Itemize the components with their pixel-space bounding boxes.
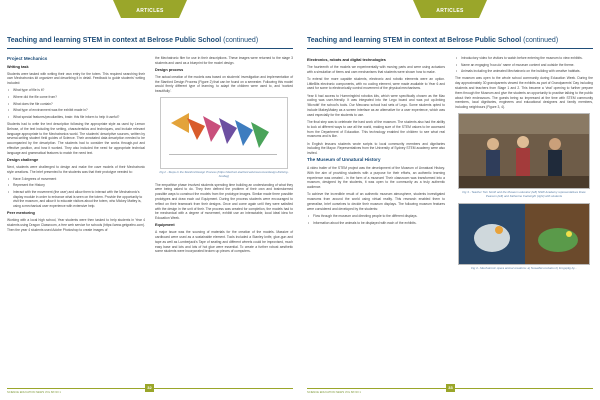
page-number: 32	[145, 384, 154, 392]
footer-left	[0, 384, 300, 394]
section-heading-museum: The Museum of Unnatural History	[307, 157, 381, 163]
section-tab: ARTICLES	[421, 0, 479, 18]
paragraph: To achieve the incredible result of an authentic museum atmosphere, students investigated museums from around the world using virtual reality. This research enabled them to generalise, brief ourselves to decide their museum displays. The following museum features were considered and developed by the students:	[307, 192, 445, 211]
subheading-writing: Writing task	[7, 64, 29, 69]
list-item: • Flow through the museum and directing people to the different displays.	[307, 214, 445, 219]
title-rule	[7, 48, 293, 49]
right-page	[300, 0, 600, 400]
section-heading: Project Mechanics	[7, 56, 48, 61]
list-item: • Information about the animals to be displayed with each of the exhibits.	[307, 221, 445, 226]
paragraph: Students were tasked with writing their own entry for the totem. This required searching their own Mechatronics kit organizer and describing it in detail. Feedback to guide students' writing included:	[7, 71, 145, 86]
page-title	[307, 37, 593, 44]
footer-rule	[455, 388, 593, 389]
footer-rule	[307, 388, 446, 389]
footer-rule	[7, 388, 145, 389]
list-item: • Have 3 degrees of movement	[7, 177, 145, 182]
paragraph: The actual creation of the models was based on students' investigation and implementation of the Stanford Design Process (Figure 2) that can be found on a semester. Following this model would firmly different type of learning, to adapt the children were used to, and 'worked beautifully'.	[155, 74, 293, 94]
list-item: • Interact with the movement (the user) and allow them to interact with the Mechatronic's display module in order to enhance what is seen on the totem. Provide the opportunity to visit the museum, and allow it to educate visitors about the totem, who Mickey Mattey is, using a mechanical user experience with extensive help.	[7, 190, 145, 209]
paragraph: the Mechatronic flier for use in their descriptions. These images were returned to the stage 3 students and used as a blueprint for the model design.	[155, 56, 293, 65]
figure-caption: Fig 4 - Mechatronic opera animal creations: a) Nosedlid-cockatoo b) Frogsplig by...	[471, 265, 577, 270]
subheading-peer: Peer mentoring	[7, 211, 35, 216]
figure-design-process	[160, 97, 288, 169]
list-item: • What special features/peculiarities, brain: this file inform to help it useful?	[7, 115, 145, 120]
paragraph: Year 6 had access to Hummingbird robotics kits, which were specifically chosen as the Mac coding was user-friendly. It was integrated into the Lego board and was put up-linking 'Microbit' the school's tools. Our Meccano school had sets of Lego. Some students opted to include MakeyMakey as a screen interface as an alternative for a user experience, which was used especially for the students to use.	[307, 93, 445, 117]
bullet-list	[455, 56, 593, 74]
title-continued: (continued)	[223, 37, 259, 44]
paragraph: A major issue was the sourcing of materials for the creation of the models. Massive of cardboard were used as a sustainable element. Tools included a Stanley knife, glue-gun and tape as well as Lumberjack's Tape of seating and different wheels could be improvised, much easy base and lots and lots of hot glue were essential. To create a further robust aesthetic some students were incorporated broken up pieces of computers.	[155, 230, 293, 254]
footer-source: SCIENCE EDUCATION NEWS VOL 68 NO 1	[7, 391, 61, 394]
subheading-design: Design challenge	[7, 157, 39, 162]
footer-right	[300, 384, 600, 394]
list-item: • Where did the file come from?	[7, 95, 145, 100]
list-item: • Animals including the animated Mechatronic on the building with creative habitats.	[455, 69, 593, 74]
paragraph: The museum was open to the whole school community during Education Week. During the day approximately 30 grandparents viewed the exhibits as part of Grandparents' Day including students and teachers from Stage 1 and 2. This became a 'viral' opening to further prepare them through the Museum and give the students an opportunity to practise talking to the public about their endeavours. The guests being so impressed at the time with STEM community members, local dignitaries, engineers and educational designers and family members, including neighbours (Figure 3, 4).	[455, 76, 593, 110]
list-item: • Introductory video for visitors to watch before entering the museum to view exhibits.	[455, 56, 593, 61]
bullet-list	[7, 88, 145, 119]
list-item: • What does the file contain?	[7, 102, 145, 107]
photo-placeholder	[459, 114, 590, 189]
paragraph: To extend the more capable students, electronic and robotic elements were an option. LittleBits electronic components, with no coding element, were made available to Year 6 and used for some to electronically control movement of the physical mechanisms.	[307, 76, 445, 91]
list-item: • What type of file is it?	[7, 88, 145, 93]
right-column-2	[455, 56, 593, 274]
footer-rule	[154, 388, 293, 389]
page-number: 33	[446, 384, 455, 392]
title-text: Teaching and learning STEM in context at Belrose Public School	[7, 37, 222, 44]
list-item: • Name an engaging 'how-do' name of museum content and outside the theme.	[455, 63, 593, 68]
page-title	[7, 37, 293, 44]
section-tab: ARTICLES	[121, 0, 179, 18]
bullet-list	[307, 214, 445, 225]
paragraph: The final step was to celebrate the hard work of the museum. The students also had the ability to look at different ways to use all the world, making sure of the STEM values to be accessed from the Department of Education. This technology enabled the children to see what real museums and is like.	[307, 119, 445, 139]
left-column-2	[155, 56, 293, 257]
footer-source: SCIENCE EDUCATION NEWS VOL 68 NO 1	[307, 391, 361, 394]
bullet-list	[7, 177, 145, 209]
paragraph: Working with a local high school, Year students were then tasked to help students in Year 4 students using Dragon Classroom, a free web service for schools (https://www.getgrafeo.com). Then the year 4 students used Adobe Photoshop to create images of	[7, 218, 145, 232]
list-item: • Represent the History	[7, 183, 145, 188]
subheading-design-process: Design process	[155, 67, 184, 72]
subheading-equipment: Equipment	[155, 223, 175, 228]
paragraph: The fourteenth of the models we experimentally with moving parts and were using actuators with a simulation of items and cam mechanisms that students were shown how to make.	[307, 64, 445, 74]
paragraph: In English lessons students wrote scripts to local community members and dignitaries including the Mayor. Representatives from the University of Sydney STEM academy were also invited.	[307, 141, 445, 156]
left-column-1	[7, 56, 145, 235]
title-text: Teaching and learning STEM in context at Belrose Public School	[307, 37, 522, 44]
paragraph: The empathise phase involved students spending time building an understanding of what they were being asked to do. They then defined the problem of their own and brainstormed possible ways to construct the models from the prototype images. Similar made three possible prototypes and draw each out Equipment. During the process students were encouraged to reflect on their teamwork from their designs. Once and come again until they were satisfied with the design in the unit of their. The process was created for completion, the models had to be mechanical with a degree of movement, exhibit use an interactable, local ideal idea for Education Week.	[155, 182, 293, 221]
photo-mechatronic-animals	[458, 203, 590, 265]
paragraph: Next, students were challenged to design and make the cave models of their Mechatronic style creations. The brief presented to the students was that their prototype needed to:	[7, 164, 145, 174]
title-rule	[307, 48, 593, 49]
paragraph: Students had to write the text description following the appropriate style as used by Lemon Belrose, of the text including the setting, characteristics and techniques, and include relevant language appropriate to the Mechatronics world. The students' descriptive sources, written by several-writing student field guides of Science. Their annotated data description needed to be accompanied by the description. The students had to consider the works through-put and effective position, and how it worked. They also included the need for appropriate technical language and grammatical features to match the need text.	[7, 121, 145, 155]
subheading-electronics: Electronics, robots and digital technologies	[307, 58, 386, 62]
design-process-diagram	[161, 98, 287, 168]
figure-caption: Fig 2 - Steps in the Stanford Design Process (https://dschool.stanford.edu/resources/design-thinking-bootleg)	[159, 169, 289, 178]
figure-caption: Fig 3 - Teacher Tom Smith and the Museum educator (left) NSW Academy representatives Drew Pearson (left) and Katherine Cartwright (right) with students	[462, 189, 586, 198]
paragraph: A video trailer of the STEM project was the development of the Museum of Unnatural History. With the aim of providing students with a purpose for their efforts, an authentic learning experience was created - in the form of a museum! Their classroom was transformed into a museum, designed by the students, it was open to the community as a truly authentic audience.	[307, 166, 445, 190]
title-continued: (continued)	[523, 37, 559, 44]
list-item: • What type of environment was the exhibit made in?	[7, 108, 145, 113]
right-column-1	[307, 56, 445, 228]
photo-museum-visit	[458, 113, 590, 189]
photo-placeholder	[459, 204, 590, 265]
